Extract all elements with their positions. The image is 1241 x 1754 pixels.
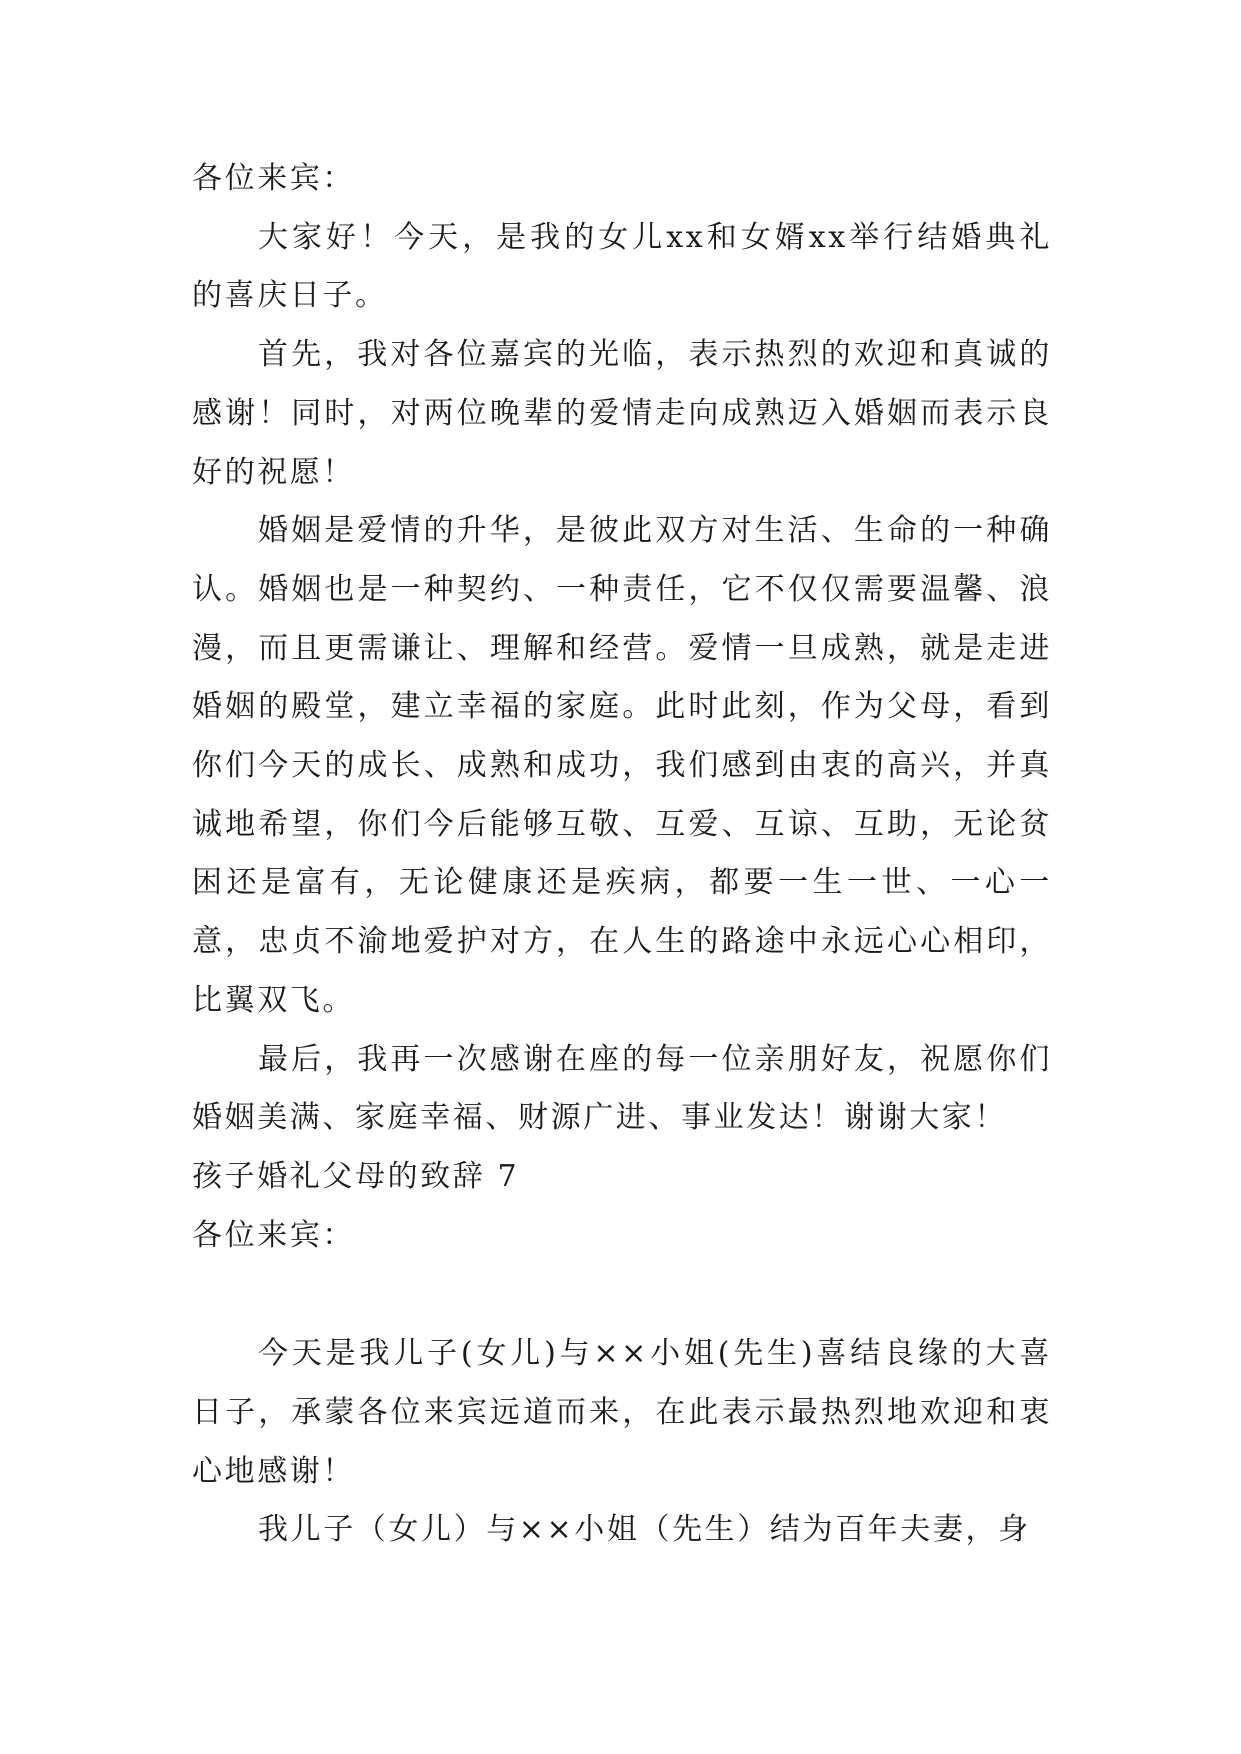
paragraph: 我儿子（女儿）与××小姐（先生）结为百年夫妻，身 (258, 1512, 1031, 1548)
paragraph: 最后，我再一次感谢在座的每一位亲朋好友，祝愿你们婚姻美满、家庭幸福、财源广进、事业发达！谢谢大家！ (192, 1041, 1052, 1136)
paragraph: 今天是我儿子(女儿)与××小姐(先生)喜结良缘的大喜日子，承蒙各位来宾远道而来，在此表示最热烈地欢迎和衷心地感谢！ (192, 1336, 1052, 1489)
paragraph: 大家好！今天，是我的女儿xx和女婿xx举行结婚典礼的喜庆日子。 (192, 219, 1052, 314)
document-page (192, 150, 1052, 1560)
paragraph: 婚姻是爱情的升华，是彼此双方对生活、生命的一种确认。婚姻也是一种契约、一种责任，它不仅仅需要温馨、浪漫，而且更需谦让、理解和经营。爱情一旦成熟，就是走进婚姻的殿堂，建立幸福的家庭。此时此刻，作为父母，看到你们今天的成长、成熟和成功，我们感到由衷的高兴，并真诚地希望，你们今后能够互敬、互爱、互谅、互助，无论贫困还是富有，无论健康还是疾病，都要一生一世、一心一意，忠贞不渝地爱护对方，在人生的路途中永远心心相印，比翼双飞。 (192, 513, 1052, 1018)
greeting: 各位来宾： (192, 161, 355, 196)
greeting: 各位来宾： (192, 1217, 355, 1253)
section-title: 孩子婚礼父母的致辞 7 (192, 1158, 520, 1194)
paragraph: 首先，我对各位嘉宾的光临，表示热烈的欢迎和真诚的感谢！同时，对两位晚辈的爱情走向成熟迈入婚姻而表示良好的祝愿！ (192, 337, 1052, 490)
blank-line (192, 1265, 1052, 1325)
